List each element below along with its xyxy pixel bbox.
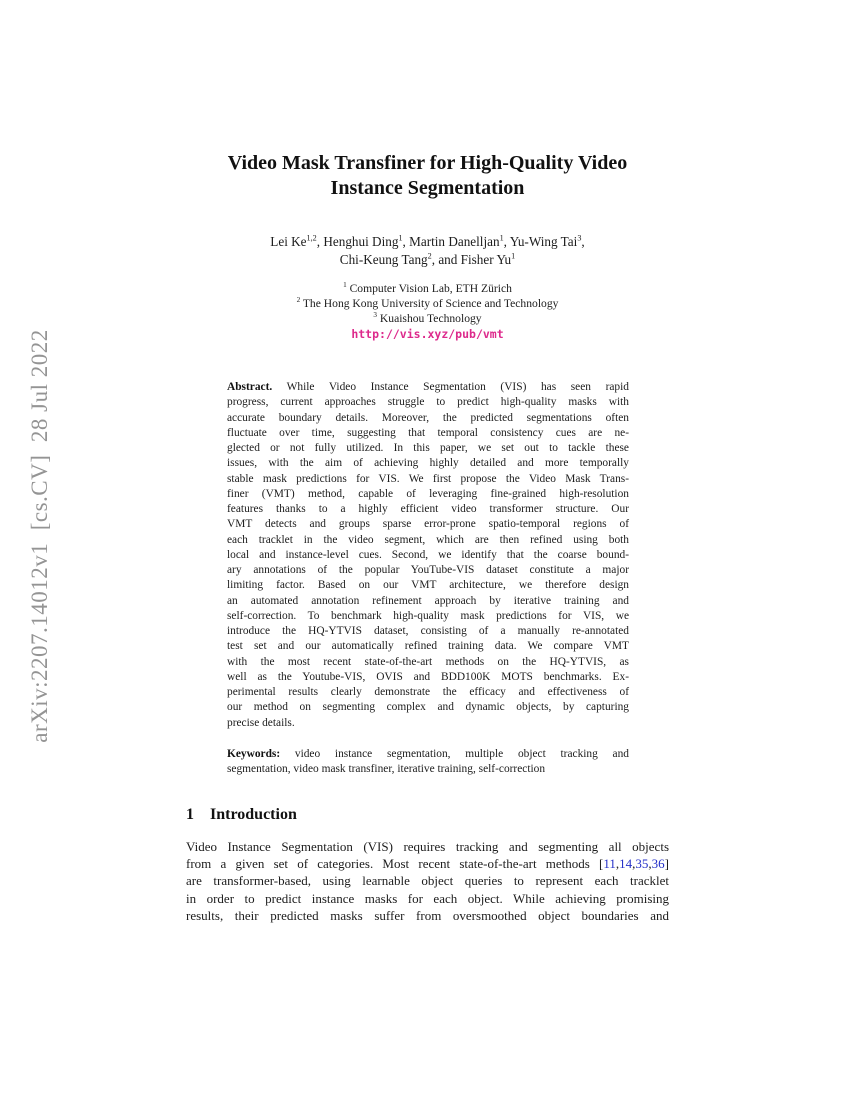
text-line: VMT detects and groups sparse error-prone spatio-temporal regions of (227, 518, 629, 531)
citation-link[interactable]: 36 (651, 856, 665, 872)
text-line: ary annotations of the popular YouTube-VIS dataset constitute a major (227, 564, 629, 576)
text-line: each tracklet in the video segment, which are then refined using both (227, 533, 629, 546)
paper-title-line2: Instance Segmentation (330, 177, 525, 199)
text-line: in order to predict instance masks for each object. While achieving promising (186, 890, 669, 906)
text-line: well as the Youtube-VIS, OVIS and BDD100K MOTS benchmarks. Ex- (227, 670, 629, 683)
text-line: perimental results clearly demonstrate the efficacy and effectiveness of (227, 686, 629, 698)
text-line: Abstract. While Video Instance Segmentation (VIS) has seen rapid (227, 381, 629, 393)
text-line: our method on segmenting complex and dynamic objects, by capturing (227, 701, 629, 714)
text-line: $^3$ Kuaishou Technology (373, 311, 482, 326)
paper-title (186, 151, 669, 201)
project-url-wrap (186, 327, 669, 341)
citation-link[interactable]: 11 (603, 856, 616, 872)
text-line: are transformer-based, using learnable object queries to represent each tracklet (186, 873, 669, 889)
text-line: results, their predicted masks suffer from oversmoothed object boundaries and (186, 907, 669, 923)
text-line: with the most recent state-of-the-art methods on the HQ-YTVIS, as (227, 655, 629, 668)
text-line: local and instance-level cues. Second, we identify that the coarse bound- (227, 548, 629, 561)
text-line: features thanks to a highly efficient video transformer structure. Our (227, 503, 629, 515)
author-line: Lei Ke$^{1,2}$, Henghui Ding$^1$, Martin Danelljan$^1$, Yu-Wing Tai$^3$, (270, 233, 585, 249)
text-line: limiting factor. Based on our VMT architecture, we therefore design (227, 579, 629, 592)
text-line: finer (VMT) method, capable of leveraging fine-grained high-resolution (227, 487, 629, 500)
text-line: $^2$ The Hong Kong University of Science and Technology (296, 296, 559, 311)
affiliation-list (186, 281, 669, 327)
text-line: glected or not fully utilized. In this paper, we set out to tackle these (227, 442, 629, 454)
text-line: issues, with the aim of achieving highly detailed and more temporally (227, 457, 629, 470)
text-line: precise details. (227, 716, 295, 729)
author-line: Chi-Keung Tang$^2$, and Fisher Yu$^1$ (339, 251, 516, 267)
section-heading-introduction (186, 804, 297, 826)
arxiv-stamp: arXiv:2207.14012v1 [cs.CV] 28 Jul 2022 (27, 329, 52, 743)
text-line: segmentation, video mask transfiner, iterative training, self-correction (227, 763, 546, 776)
intro-paragraph (186, 838, 669, 924)
paper-title-line1: Video Mask Transfiner for High-Quality Video (227, 152, 628, 174)
text-line: Video Instance Segmentation (VIS) requires tracking and segmenting all objects (186, 839, 669, 854)
text-line: stable mask predictions for VIS. We first propose the Video Mask Trans- (227, 472, 629, 485)
text-line: from a given set of categories. Most recent state-of-the-art methods [11,14,35,36] (186, 856, 669, 872)
section-number: 1 (186, 806, 194, 823)
text-line: accurate boundary details. Moreover, the predicted segmentations often (227, 411, 629, 424)
author-list (186, 233, 669, 268)
text-line: $^1$ Computer Vision Lab, ETH Zürich (343, 281, 512, 295)
text-line: fluctuate over time, suggesting that temporal consistency cues are ne- (227, 426, 629, 439)
text-line: an automated annotation refinement approach by iterative training and (227, 594, 629, 607)
project-url-link[interactable]: http://vis.xyz/pub/vmt (351, 327, 504, 341)
text-line: Keywords: video instance segmentation, multiple object tracking and (227, 748, 629, 760)
citation-link[interactable]: 35 (635, 856, 649, 872)
section-title: Introduction (210, 806, 297, 823)
keywords-text (227, 747, 629, 778)
abstract-text (227, 380, 629, 731)
text-line: test set and our automatically refined training data. We compare VMT (227, 640, 629, 653)
text-line: progress, current approaches struggle to predict high-quality masks with (227, 396, 629, 409)
text-line: introduce the HQ-YTVIS dataset, consisting of a manually re-annotated (227, 625, 629, 637)
text-line: self-correction. To benchmark high-quality mask predictions for VIS, we (227, 609, 629, 622)
citation-link[interactable]: 14 (619, 856, 633, 872)
